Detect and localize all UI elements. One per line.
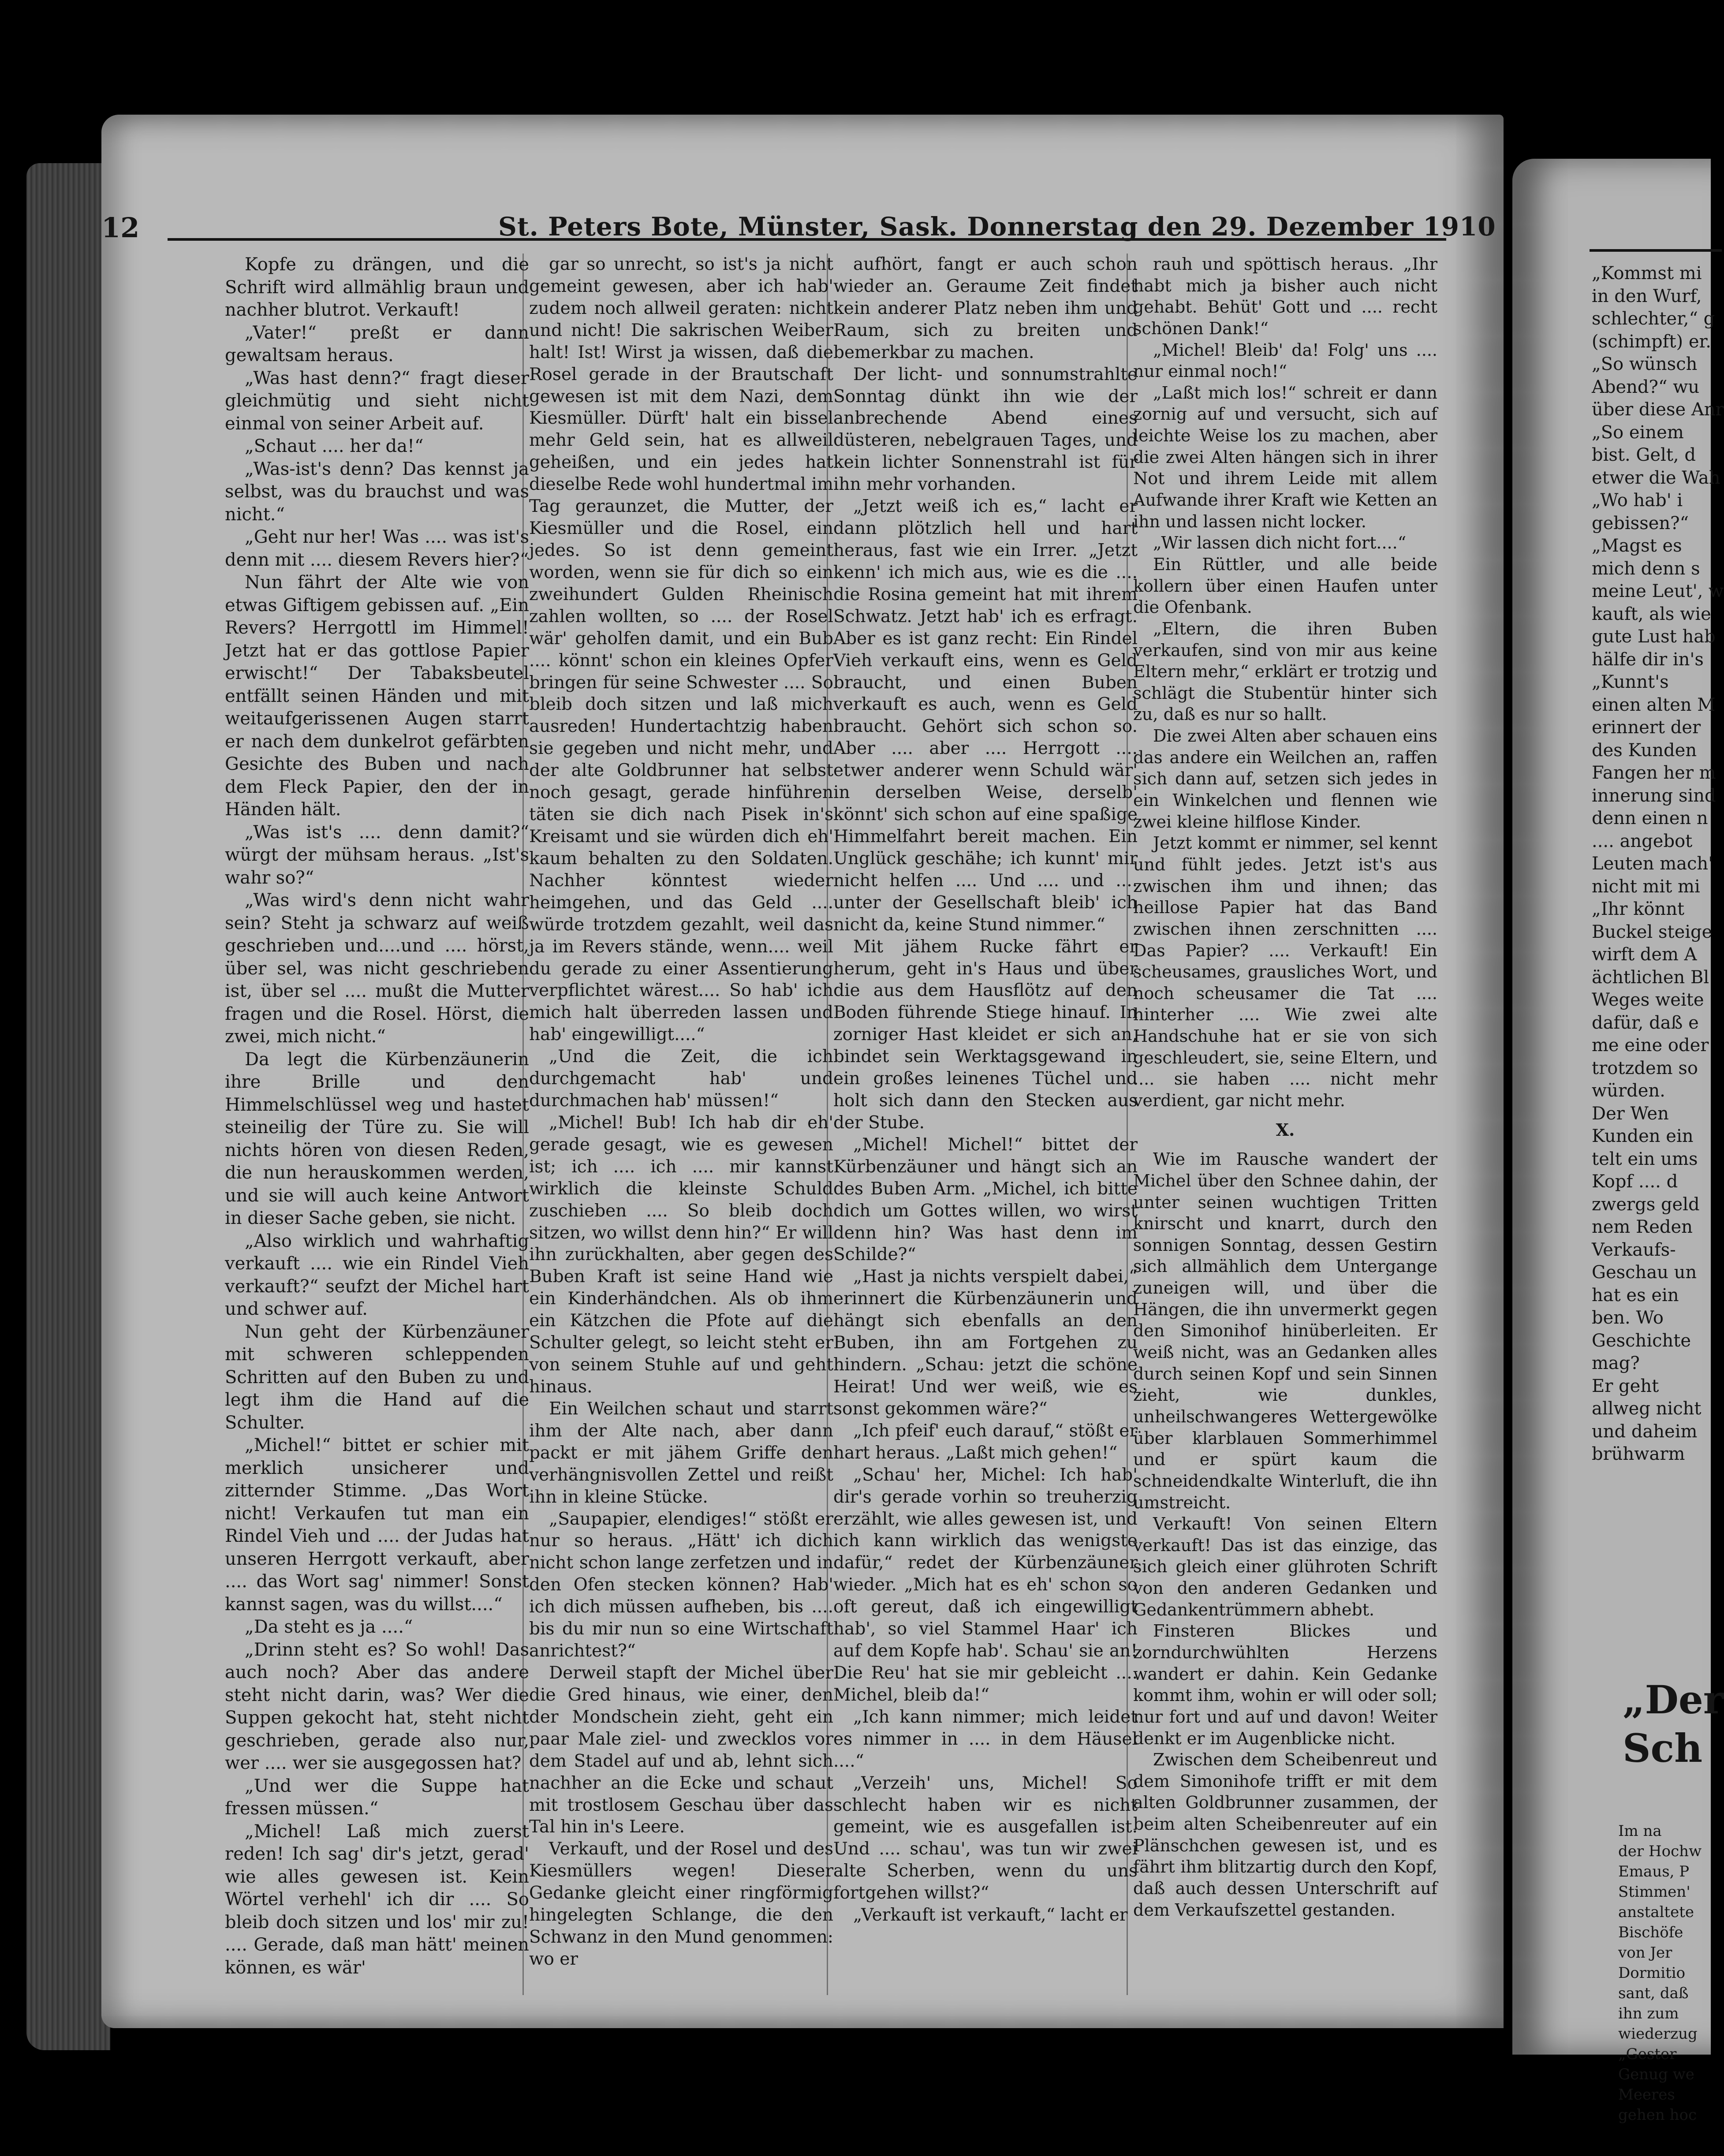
paragraph: „Michel! Bleib' da! Folg' uns .... nur einmal noch!“ (1133, 340, 1437, 381)
paragraph: „Laßt mich los!“ schreit er dann zornig auf und versucht, sich auf leichte Weise los zu machen, aber die zwei Alten hängen sich in ihrer Not und ihrem Leide mit allem Aufwande ihrer Kraft wie Ketten an ihn und lassen nicht locker. (1133, 383, 1437, 531)
book-page-edges (26, 163, 110, 2050)
text-line: anstaltete (1618, 1903, 1694, 1921)
text-line: Abend?“ wu (1592, 377, 1700, 397)
paragraph: „Wir lassen dich nicht fort....“ (1153, 533, 1407, 553)
text-line: „Magst es (1592, 536, 1682, 556)
paragraph: Ein Rüttler, und alle beide kollern über einen Haufen unter die Ofenbank. (1133, 554, 1437, 617)
text-line: hälfe dir in's (1592, 649, 1704, 670)
paragraph: „Also wirklich und wahrhaftig verkauft .... wie ein Rindel Vieh verkauft?“ seufzt der Michel hart und schwer auf. (225, 1231, 529, 1319)
text-line: Sch (1623, 1725, 1703, 1771)
text-line: brühwarm (1592, 1444, 1685, 1464)
text-line: Dormitio (1618, 1964, 1686, 1982)
text-line: mich denn s (1592, 558, 1700, 579)
paragraph: Nun geht der Kürbenzäuner mit schweren schleppenden Schritten auf den Buben zu und legt ihm die Hand auf die Schulter. (225, 1321, 529, 1433)
text-line: kauft, als wie (1592, 604, 1711, 624)
text-line: in den Wurf, (1592, 286, 1702, 306)
text-line: „So einem (1592, 422, 1684, 443)
paragraph: „Michel! Laß mich zuerst reden! Ich sag' dir's jetzt, gerad' wie alles gewesen ist. Kein Wörtel verhehl' ich dir .... So bleib doch sitzen und los' mir zu! .... Gerade, daß man hätt' meinen können, es wär' (225, 1821, 529, 1978)
text-line: meine Leut', w (1592, 581, 1724, 601)
paragraph: „Was hast denn?“ fragt dieser gleichmütig und sieht nicht einmal von seiner Arbeit auf. (225, 368, 529, 434)
text-line: Der Wen (1592, 1103, 1669, 1124)
text-line: der Hochw (1618, 1843, 1702, 1860)
paragraph: Jetzt kommt er nimmer, sel kennt und fühlt jedes. Jetzt ist's aus zwischen ihm und ihnen; das heillose Papier hat das Band zwischen ihnen zerschnitten .... Das Papier? .... Verkauft! Ein scheusames, grausliches Wort, und noch scheusamer die Tat .... hinterher .... Wie zwei alte Handschuhe hat er sie von sich geschleudert, sie, seine Eltern, und .... sie haben .... nicht mehr verdient, gar nicht mehr. (1133, 833, 1437, 1110)
paragraph: „Und die Zeit, die ich durchgemacht hab' und durchmachen hab' müssen!“ (529, 1047, 833, 1111)
text-line: „Der (1623, 1677, 1724, 1723)
text-line: Weges weite (1592, 990, 1704, 1010)
text-line: „Kunnt's (1592, 672, 1669, 692)
right-page (1512, 159, 1724, 2124)
paragraph: „Was ist's .... denn damit?“ würgt der mühsam heraus. „Ist's wahr so?“ (225, 822, 529, 888)
text-line: gehen hoc (1618, 2106, 1697, 2124)
text-line: me eine oder (1592, 1035, 1709, 1056)
text-line: würden. (1592, 1081, 1665, 1101)
text-line: wirft dem A (1592, 944, 1697, 965)
paragraph: „Michel!“ bittet er schier mit merklich unsicherer und zitternder Stimme. „Das Wort nicht! Verkaufen tut man ein Rindel Vieh und .... der Judas hat unseren Herrgott verkauft, aber .... das Wort sag' nimmer! Sonst kannst sagen, was du willst....“ (225, 1435, 529, 1615)
text-line: „Wo hab' i (1592, 490, 1683, 511)
text-line: des Kunden (1592, 740, 1697, 761)
paragraph: X. (1276, 1119, 1295, 1140)
text-line: nem Reden (1592, 1217, 1693, 1237)
paragraph: Mit jähem Rucke fährt er herum, geht in's Haus und über die aus dem Hausflötz auf den Boden führende Stiege hinauf. In zorniger Hast kleidet er sich an, bindet sein Werktagsgewand in ein großes leinenes Tüchel und holt sich dann den Stecken aus der Stube. (833, 936, 1138, 1133)
paragraph: Verkauft! Von seinen Eltern verkauft! Das ist das einzige, das sich gleich einer glühroten Schrift von den anderen Gedanken und Gedankentrümmern abhebt. (1133, 1514, 1437, 1619)
text-line: etwer die Wah (1592, 467, 1720, 488)
text-line: Genug we (1618, 2066, 1694, 2083)
paragraph: Der licht- und sonnumstrahlte Sonntag dünkt ihn wie der anbrechende Abend eines düsteren, nebelgrauen Tages, und kein lichter Sonnenstrahl ist für ihn mehr vorhanden. (833, 364, 1138, 495)
paragraph: Die zwei Alten aber schauen eins das andere ein Weilchen an, raffen sich dann auf, setzen sich jedes in ein Winkelchen und flennen wie zwei kleine hilflose Kinder. (1133, 726, 1437, 832)
paragraph: Wie im Rausche wandert der Michel über den Schnee dahin, der unter seinen wuchtigen Tritten knirscht und knarrt, durch den sonnigen Sonntag, dessen Gestirn sich allmählich dem Untergange zuneigen will, und über die Hängen, die ihn unvermerkt gegen den Simonihof hinüberleiten. Er weiß nicht, was an Gedanken alles durch seinen Kopf und sein Sinnen zieht, wie dunkles, unheilschwangeres Wettergewölke über klarblauen Sommerhimmel und er spürt kaum die schneidendkalte Winterluft, die ihn umstreicht. (1133, 1149, 1437, 1512)
text-line: trotzdem so (1592, 1058, 1698, 1078)
text-line: erinnert der (1592, 717, 1701, 738)
text-line: zwergs geld (1592, 1194, 1700, 1215)
paragraph: „Schau' her, Michel: Ich hab' dir's gerade vorhin so treuherzig erzählt, wie alles gewesen ist, und ich kann wirklich das wenigste dafür,“ redet der Kürbenzäuner wieder. „Mich hat es eh' schon so oft gereut, daß ich eingewilligt hab', so viel Stammel Haar' ich auf dem Kopfe hab'. Schau' sie an! Die Reu' hat sie mir gebleicht .... Michel, bleib da!“ (833, 1465, 1138, 1705)
right-page-small-text (1618, 1821, 1702, 2125)
text-line: Fangen her m (1592, 763, 1716, 783)
paragraph: „Da steht es ja ....“ (245, 1617, 413, 1637)
text-line: Meeres (1618, 2086, 1675, 2104)
text-line: einen alten M (1592, 694, 1716, 715)
text-line: Geschau un (1592, 1262, 1697, 1283)
paragraph: Verkauft, und der Rosel und des Kiesmüllers wegen! Dieser Gedanke gleicht einer ringförmig hingelegten Schlange, die den Schwanz in den Mund genommen: wo er (529, 1839, 833, 1969)
paragraph: Zwischen dem Scheibenreut und dem Simonihofe trifft er mit dem alten Goldbrunner zusammen, der beim alten Scheibenreuter auf ein Plänschchen gewesen ist, und es fährt ihm blitzartig durch den Kopf, daß auch dessen Unterschrift auf dem Verkaufszettel gestanden. (1133, 1750, 1437, 1920)
newspaper-header: St. Peters Bote, Münster, Sask. Donnerstag den 29. Dezember 1910 (498, 212, 1496, 242)
text-line: schlechter,“ g (1592, 309, 1715, 329)
text-line: Im na (1618, 1822, 1662, 1840)
paragraph: Nun fährt der Alte wie von etwas Giftigem gebissen auf. „Ein Revers? Herrgottl im Himmel! Jetzt hat er das gottlose Papier erwischt!“ Der Tabaksbeutel entfällt seinen Händen und mit weitaufgerissenen Augen starrt er nach dem dunkelrot gefärbten Gesichte des Buben und nach dem Fleck Papier, den der in Händen hält. (225, 572, 529, 820)
paragraph: „Was-ist's denn? Das kennst ja selbst, was du brauchst und was nicht.“ (225, 459, 529, 525)
text-line: „Gester (1618, 2045, 1677, 2063)
text-line: Buckel steige (1592, 921, 1713, 942)
paragraph: „Was wird's denn nicht wahr sein? Steht ja schwarz auf weiß geschrieben und....und .... hörst, über sel, was nicht geschrieben ist, über sel .... mußt die Mutter fragen und die Rosel. Hörst, die zwei, mich nicht.“ (225, 890, 529, 1047)
text-line: dafür, daß e (1592, 1012, 1699, 1033)
paragraph: „Saupapier, elendiges!“ stößt er nur so heraus. „Hätt' ich dich nicht schon lange zerfetzen und in den Ofen stecken können? Hab' ich dich müssen aufheben, bis .... bis du mir nun so eine Wirtschaft anrichtest?“ (529, 1509, 833, 1661)
paragraph: aufhört, fangt er auch schon wieder an. Geraume Zeit findet kein anderer Platz neben ihm und Raum, sich zu breiten und bemerkbar zu machen. (833, 254, 1138, 362)
text-line: Er geht (1592, 1376, 1659, 1396)
right-page-text-column (1592, 262, 1724, 1466)
paragraph: Derweil stapft der Michel über die Gred hinaus, wie einer, den der Mondschein zieht, geht ein paar Male ziel- und zwecklos vor dem Stadel auf und ab, lehnt sich nachher an die Ecke und schaut mit trostlosem Geschau über das Tal hin in's Leere. (529, 1663, 833, 1837)
paragraph: „Michel! Michel!“ bittet der Kürbenzäuner und hängt sich an des Buben Arm. „Michel, ich bitte dich um Gottes willen, wo wirst denn hin? Was hast denn im Schilde?“ (833, 1134, 1138, 1265)
text-line: von Jer (1618, 1944, 1672, 1962)
text-line: ben. Wo (1592, 1308, 1664, 1328)
paragraph: „Ich kann nimmer; mich leidet es nimmer in .... in dem Häusel ....“ (833, 1707, 1138, 1771)
text-column-2 (529, 254, 833, 1970)
text-line: hat es ein (1592, 1285, 1679, 1306)
text-line: telt ein ums (1592, 1149, 1698, 1169)
paragraph: gar so unrecht, so ist's ja nicht gemeint gewesen, aber ich hab' zudem noch allweil geraten: nicht und nicht! Die sakrischen Weiber halt! Ist! Wirst ja wissen, daß die Rosel gerade in der Brautschaft gewesen ist mit dem Nazi, dem Kiesmüller. Dürft' halt ein bissel mehr Geld sein, hat es allweil geheißen, und ein jedes hat dieselbe Rede wohl hundertmal im Tag geraunzet, die Mutter, der Kiesmüller und die Rosel, ein jedes. So ist denn gemeint worden, wenn sie für dich so ein zweihundert Gulden Rheinisch zahlen wollten, so .... der Rosel wär' geholfen damit, und ein Bub .... könnt' schon ein kleines Opfer bringen für seine Schwester .... So bleib doch sitzen und laß mich ausreden! Hundertachtzig haben sie gegeben und nicht mehr, und der alte Goldbrunner hat selbst noch gesagt, gerade hinführen täten sie dich nach Pisek in's Kreisamt und sie würden dich eh' kaum behalten zu den Soldaten. Nachher könntest wieder heimgehen, und das Geld .... würde trotzdem gezahlt, weil das ja im Revers stände, wenn.... weil du gerade zu einer Assentierung verpflichtet wärest.... So hab' ich mich halt überreden lassen und hab' eingewilligt....“ (529, 254, 833, 1045)
paragraph: „Und wer die Suppe hat fressen müssen.“ (225, 1776, 529, 1819)
text-line: „So wünsch (1592, 354, 1698, 374)
text-line: innerung sind (1592, 785, 1716, 806)
text-line: Kunden ein (1592, 1126, 1694, 1146)
text-column-1 (225, 254, 529, 1979)
text-line: .... angebot (1592, 831, 1693, 851)
paragraph: „Drinn steht es? So wohl! Das auch noch? Aber das andere steht nicht darin, was? Wer die Suppen gekocht hat, steht nicht geschrieben, gerade also nur, wer .... wer sie ausgegossen hat? (225, 1639, 529, 1773)
paragraph: „Jetzt weiß ich es,“ lacht er dann plötzlich hell und hart heraus, fast wie ein Irrer. „Jetzt kenn' ich mich aus, wie es die .... die Rosina gemeint hat mit ihrem Schwatz. Jetzt hab' ich es erfragt. Aber es ist ganz recht: Ein Rindel Vieh verkauft eins, wenn es Geld braucht, und einen Buben verkauft es auch, wenn es Geld braucht. Gehört sich schon so. Aber .... aber .... Herrgott .... etwer anderer wenn Schuld wär' in derselben Weise, derselb' könnt' sich schon auf eine spaßige Himmelfahrt bereit machen. Ein Unglück geschähe; ich kunnt' mir nicht helfen .... Und .... und .... unter der Gesellschaft bleib' ich nicht da, keine Stund nimmer.“ (833, 496, 1138, 935)
text-line: Stimmen' (1618, 1883, 1690, 1901)
text-line: Geschichte (1592, 1330, 1691, 1351)
text-line: sant, daß (1618, 1984, 1689, 2002)
paragraph: „Hast ja nichts verspielt dabei,“ erinnert die Kürbenzäunerin und hängt sich ebenfalls an den Buben, ihn am Fortgehen zu hindern. „Schau: jetzt die schöne Heirat! Und wer weiß, wie es sonst gekommen wäre?“ (833, 1267, 1138, 1419)
right-page-header-rule (1590, 249, 1722, 252)
text-line: über diese Anr (1592, 399, 1724, 420)
paragraph: „Eltern, die ihren Buben verkaufen, sind von mir aus keine Eltern mehr,“ erklärt er trotzig und schlägt die Stubentür hinter sich zu, daß es nur so hallt. (1133, 619, 1437, 724)
text-line: „Ihr könnt (1592, 899, 1685, 919)
paragraph: „Geht nur her! Was .... was ist's denn mit .... diesem Revers hier?“ (225, 527, 529, 570)
text-column-4 (1133, 254, 1437, 1921)
paragraph: „Verkauft ist verkauft,“ lacht er (853, 1905, 1128, 1925)
text-line: denn einen n (1592, 808, 1708, 828)
text-line: wiederzug (1618, 2025, 1698, 2043)
paragraph: rauh und spöttisch heraus. „Ihr habt mich ja bisher auch nicht gehabt. Behüt' Gott und .... recht schönen Dank!“ (1133, 254, 1437, 338)
text-line: Leuten mach' (1592, 854, 1713, 874)
text-column-3 (833, 254, 1138, 1926)
text-line: Verkaufs- (1592, 1239, 1676, 1260)
text-line: mag? (1592, 1353, 1640, 1373)
paragraph: Da legt die Kürbenzäunerin ihre Brille und den Himmelschlüssel weg und hastet steineilig der Türe zu. Sie will nichts hören von diesen Reden, die nun herauskommen werden, und sie will auch keine Antwort in dieser Sache geben, sie nicht. (225, 1049, 529, 1228)
paragraph: „Ich pfeif' euch darauf,“ stößt er hart heraus. „Laßt mich gehen!“ (833, 1421, 1138, 1463)
paragraph: Kopfe zu drängen, und die Schrift wird allmählig braun und nachher blutrot. Verkauft! (225, 254, 529, 320)
paragraph: „Michel! Bub! Ich hab dir eh' gerade gesagt, wie es gewesen ist; ich .... ich .... mir kannst wirklich die kleinste Schuld zuschieben .... So bleib doch sitzen, wo willst denn hin?“ Er will ihn zurückhalten, aber gegen des Buben Kraft ist seine Hand wie ein Kinderhändchen. Als ob ihm ein Kätzchen die Pfote auf die Schulter gelegt, so leicht steht er von seinem Stuhle auf und geht hinaus. (529, 1112, 833, 1397)
text-line: „Kommst mi (1592, 263, 1702, 283)
paragraph: Ein Weilchen schaut und starrt ihm der Alte nach, aber dann packt er mit jähem Griffe den verhängnisvollen Zettel und reißt ihn in kleine Stücke. (529, 1399, 833, 1507)
text-line: ächtlichen Bl (1592, 967, 1709, 988)
text-line: nicht mit mi (1592, 876, 1700, 897)
paragraph: Finsteren Blickes und zorndurchwühlten Herzens wandert er dahin. Kein Gedanke kommt ihm, wohin er will oder soll; nur fort und auf und davon! Weiter denkt er im Augenblicke nicht. (1133, 1621, 1437, 1748)
text-line: allweg nicht (1592, 1399, 1702, 1419)
text-line: und daheim (1592, 1421, 1698, 1442)
text-line: Emaus, P (1618, 1863, 1690, 1880)
text-line: bist. Gelt, d (1592, 445, 1696, 465)
text-line: Bischöfe (1618, 1924, 1683, 1941)
text-line: ihn zum (1618, 2005, 1679, 2022)
right-page-headline (1623, 1675, 1724, 1772)
paragraph: „Vater!“ preßt er dann gewaltsam heraus. (225, 322, 529, 366)
paragraph: „Verzeih' uns, Michel! So schlecht haben wir es nicht gemeint, wie es ausgefallen ist. Und .... schau', was tun wir zwei alte Scherben, wenn du uns fortgehen willst?“ (833, 1773, 1138, 1903)
paragraph: „Schaut .... her da!“ (245, 436, 424, 456)
text-line: Kopf .... d (1592, 1171, 1678, 1192)
text-line: (schimpft) er. (1592, 331, 1711, 352)
text-line: gute Lust hab (1592, 627, 1716, 647)
text-line: gebissen?“ (1592, 513, 1689, 533)
page-number: 12 (101, 212, 140, 244)
